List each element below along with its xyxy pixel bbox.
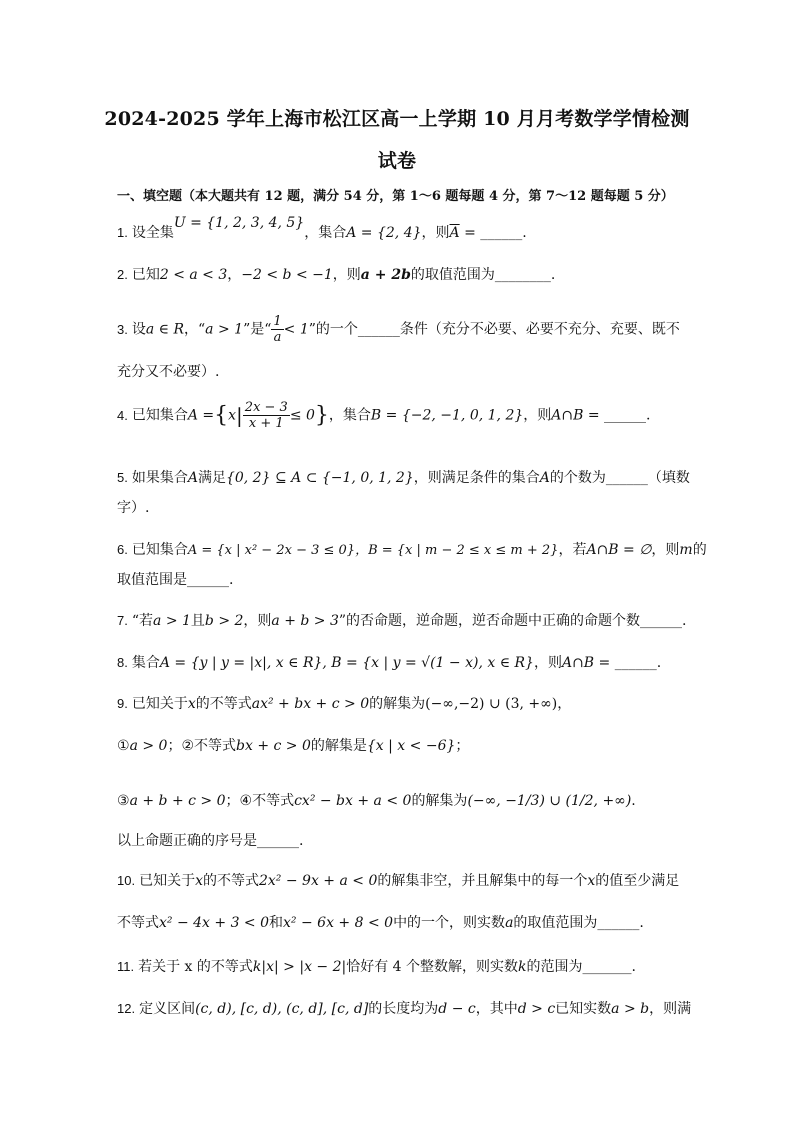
- question-10-cont: 不等式x² − 4x + 3 < 0和x² − 6x + 8 < 0中的一个，则实数a的取值范围为______.: [117, 915, 644, 931]
- question-2: 2. 已知2 < a < 3，−2 < b < −1，则a + 2b的取值范围为________.: [117, 267, 556, 283]
- fraction-2x-3-over-x+1: $\frac{2x - 3}{x + 1}$: [244, 400, 288, 431]
- option-1-mark: ①: [117, 738, 130, 754]
- question-6-cont: 取值范围是______.: [117, 572, 234, 588]
- question-12: 12. 定义区间(c, d), [c, d), (c, d], [c, d]的长度均为d − c，其中d > c已知实数a > b，则满: [117, 1001, 692, 1017]
- question-6: 6. 已知集合A = {x | x² − 2x − 3 ≤ 0}，B = {x | m − 2 ≤ x ≤ m + 2}，若A∩B = ∅，则m的: [117, 542, 707, 558]
- question-1: 1. 设全集U = {1, 2, 3, 4, 5}，集合A = {2, 4}，则$\overline{A}$ = ______.: [117, 215, 527, 241]
- question-9-options-2: ③a + b + c > 0；④不等式cx² − bx + a < 0的解集为(−∞, −1/3) ∪ (1/2, +∞).: [117, 793, 636, 809]
- fraction-1-over-a: $\frac{1}{a}$: [273, 314, 282, 345]
- exam-title-line1: 2024-2025 学年上海市松江区高一上学期 10 月月考数学学情检测: [104, 108, 690, 130]
- question-11: 11. 若关于 x 的不等式k|x| > |x − 2|恰好有 4 个整数解，则实数k的范围为_______.: [117, 959, 636, 975]
- question-4: 4. 已知集合A ={x| $\frac{2x - 3}{x + 1}$ ≤ 0}，集合B = {−2, −1, 0, 1, 2}，则A∩B = ______.: [117, 400, 651, 431]
- question-9-options-1: ①a > 0；②不等式bx + c > 0的解集是{x | x < −6}；: [117, 738, 470, 754]
- section-heading: 一、填空题（本大题共有 12 题，满分 54 分，第 1～6 题每题 4 分，第 7～12 题每题 5 分）: [117, 189, 674, 204]
- question-7: 7. “若a > 1且b > 2，则a + b > 3”的否命题，逆命题，逆否命题中正确的命题个数______.: [117, 613, 687, 629]
- option-3-mark: ③: [117, 793, 130, 809]
- option-2-mark: ②: [181, 738, 195, 754]
- exam-title-line2: 试卷: [377, 150, 417, 172]
- question-9-prompt: 以上命题正确的序号是______.: [117, 833, 304, 849]
- question-3-cont: 充分又不必要）.: [117, 364, 220, 380]
- question-5-cont: 字）.: [117, 500, 150, 516]
- question-5: 5. 如果集合A满足{0, 2} ⊆ A ⊂ {−1, 0, 1, 2}，则满足条件的集合A的个数为______（填数: [117, 470, 690, 486]
- question-9: 9. 已知关于x的不等式ax² + bx + c > 0的解集为(−∞,−2) ∪ (3, +∞)，: [117, 696, 572, 712]
- question-8: 8. 集合A = {y | y = |x|, x ∈ R}, B = {x | y = √(1 − x), x ∈ R}，则A∩B = ______.: [117, 655, 662, 671]
- question-10: 10. 已知关于x的不等式2x² − 9x + a < 0的解集非空，并且解集中的每一个x的值至少满足: [117, 873, 680, 889]
- option-4-mark: ④: [239, 793, 253, 809]
- question-3: 3. 设a ∈ R，“a > 1”是“ $\frac{1}{a}$ < 1”的一个______条件（充分不必要、必要不充分、充要、既不: [117, 314, 680, 345]
